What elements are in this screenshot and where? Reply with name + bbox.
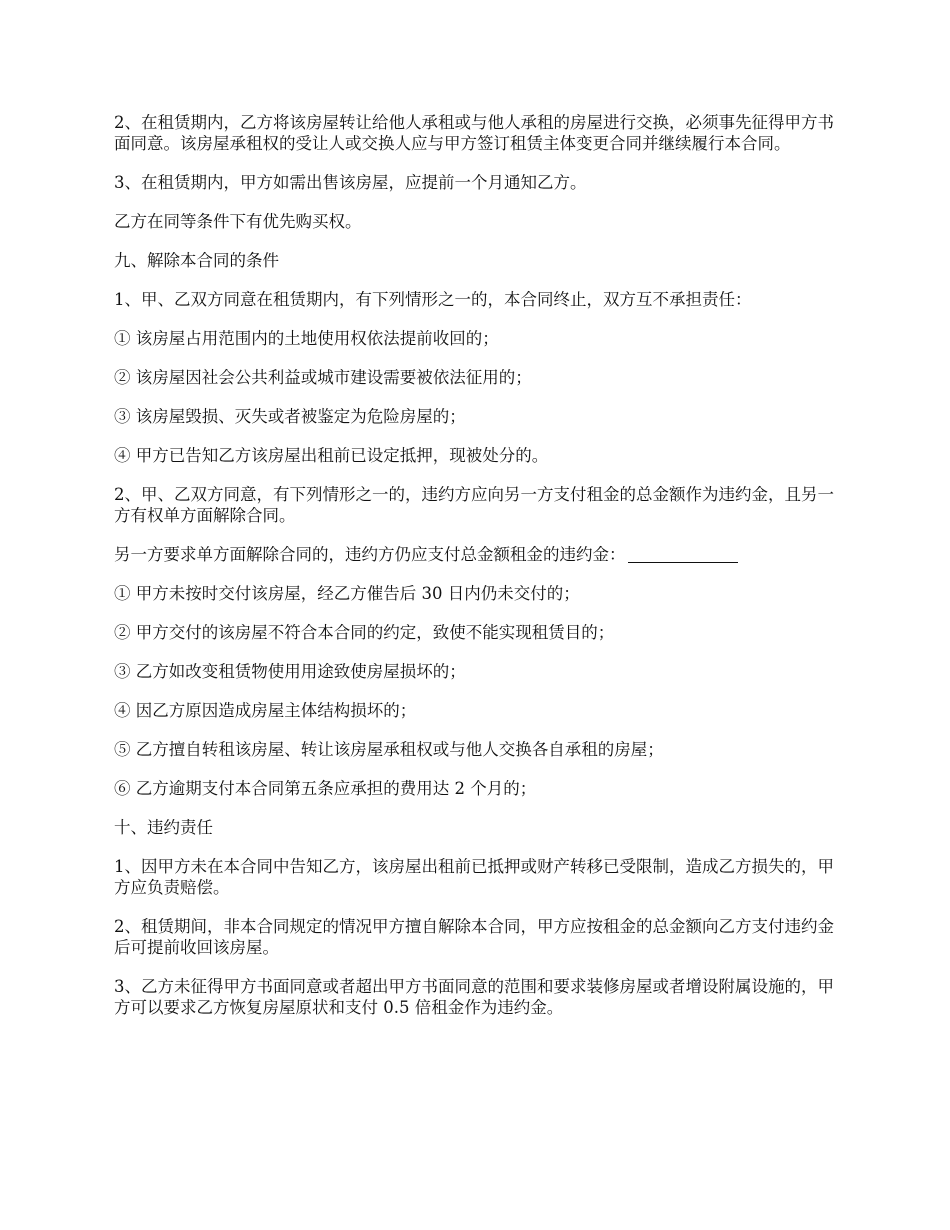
section-heading-liability: 十、违约责任	[114, 818, 213, 837]
list-item: ④ 甲方已告知乙方该房屋出租前已设定抵押，现被处分的。	[114, 446, 549, 465]
list-item: ③ 该房屋毁损、灭失或者被鉴定为危险房屋的；	[114, 407, 466, 426]
clause-sale-notice: 3、在租赁期内，甲方如需出售该房屋，应提前一个月通知乙方。	[114, 173, 587, 192]
list-item: ① 该房屋占用范围内的土地使用权依法提前收回的；	[114, 329, 499, 348]
list-item: ② 该房屋因社会公共利益或城市建设需要被依法征用的；	[114, 368, 532, 387]
clause-sublet-consent: 2、在租赁期内，乙方将该房屋转让给他人承租或与他人承租的房屋进行交换，必须事先征得甲方书面同意。该房屋承租权的受让人或交换人应与甲方签订租赁主体变更合同并继续履行本合同。	[114, 113, 834, 153]
section-heading-termination: 九、解除本合同的条件	[114, 251, 279, 270]
list-item: ③ 乙方如改变租赁物使用用途致使房屋损坏的；	[114, 662, 466, 681]
document-body	[114, 112, 834, 1036]
clause-breach-penalty: 2、甲、乙双方同意，有下列情形之一的，违约方应向另一方支付租金的总金额作为违约金，且另一方有权单方面解除合同。	[114, 485, 834, 525]
clause-tenant-renovation: 3、乙方未征得甲方书面同意或者超出甲方书面同意的范围和要求装修房屋或者增设附属设施的，甲方可以要求乙方恢复房屋原状和支付 0.5 倍租金作为违约金。	[114, 977, 834, 1017]
clause-unilateral-termination	[114, 544, 834, 565]
list-item: ⑥ 乙方逾期支付本合同第五条应承担的费用达 2 个月的；	[114, 779, 537, 798]
list-item: ② 甲方交付的该房屋不符合本合同的约定，致使不能实现租赁目的；	[114, 623, 615, 642]
clause-landlord-compensation: 1、因甲方未在本合同中告知乙方，该房屋出租前已抵押或财产转移已受限制，造成乙方损失的，甲方应负责赔偿。	[114, 857, 834, 897]
clause-unilateral-termination-text: 另一方要求单方面解除合同的，违约方仍应支付总金额租金的违约金：	[114, 545, 626, 564]
list-item: ⑤ 乙方擅自转租该房屋、转让该房屋承租权或与他人交换各自承租的房屋；	[114, 740, 664, 759]
list-item: ④ 因乙方原因造成房屋主体结构损坏的；	[114, 701, 417, 720]
list-item: ① 甲方未按时交付该房屋，经乙方催告后 30 日内仍未交付的；	[114, 584, 580, 603]
fill-in-blank[interactable]	[628, 546, 738, 563]
clause-preemption-right: 乙方在同等条件下有优先购买权。	[114, 212, 362, 231]
clause-termination-no-liability: 1、甲、乙双方同意在租赁期内，有下列情形之一的，本合同终止，双方互不承担责任：	[114, 290, 752, 309]
clause-landlord-early-termination: 2、租赁期间，非本合同规定的情况甲方擅自解除本合同，甲方应按租金的总金额向乙方支付违约金后可提前收回该房屋。	[114, 917, 834, 957]
